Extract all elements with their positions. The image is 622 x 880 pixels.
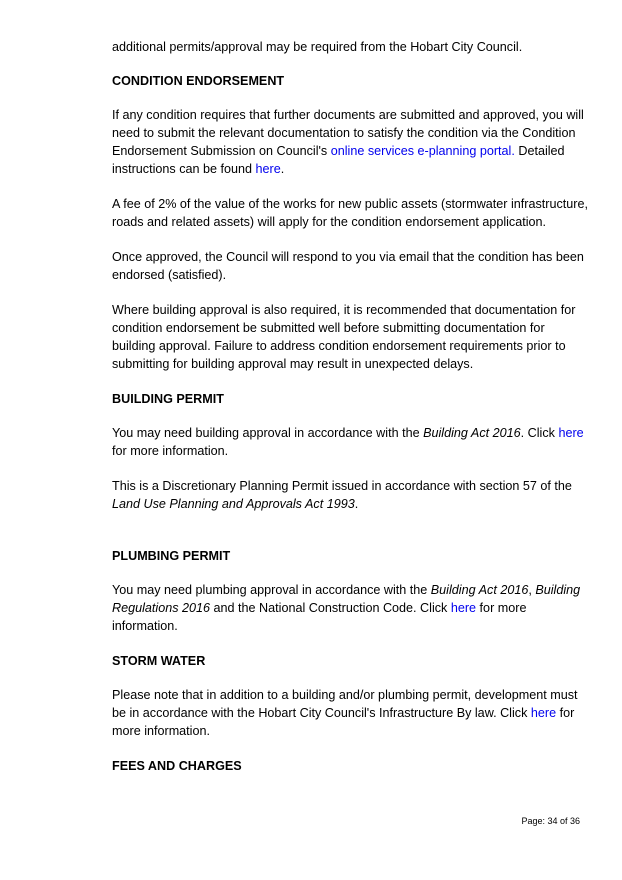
plumbing-p1-text4: for more information.	[112, 601, 527, 633]
page-content	[112, 38, 588, 775]
condition-paragraph-2: A fee of 2% of the value of the works for new public assets (stormwater infrastructure, roads and related assets) will apply for the condition endorsement application.	[112, 197, 588, 229]
plumbing-p1-text1: You may need plumbing approval in accordance with the	[112, 583, 431, 597]
building-act-title: Building Act 2016	[423, 426, 521, 440]
condition-p1-text2: Detailed instructions can be found	[112, 144, 565, 176]
plumbing-here-link[interactable]: here	[450, 601, 477, 615]
building-p1-text3: for more information.	[112, 444, 229, 458]
storm-paragraph-1	[112, 686, 588, 740]
plumbing-permit-heading: PLUMBING PERMIT	[112, 549, 231, 563]
intro-tail-paragraph: additional permits/approval may be required from the Hobart City Council.	[112, 40, 523, 54]
page-number: Page: 34 of 36	[521, 816, 580, 826]
building-p1-text1: You may need building approval in accordance with the	[112, 426, 424, 440]
plumbing-paragraph-1	[112, 581, 588, 635]
storm-p1-text1: Please note that in addition to a building and/or plumbing permit, development must be in accordance with the Hobart City Council's Infrastructure By law. Click	[112, 688, 578, 720]
storm-water-heading: STORM WATER	[112, 654, 206, 668]
condition-p1-text1: If any condition requires that further documents are submitted and approved, you will need to submit the relevant documentation to satisfy the condition via the Condition Endorsement Submission on Council's	[112, 108, 584, 158]
plumbing-p1-text2: ,	[528, 583, 536, 597]
plumbing-building-act-title: Building Act 2016	[430, 583, 529, 597]
planning-act-title: Land Use Planning and Approvals Act 1993	[112, 497, 355, 511]
building-paragraph-2	[112, 477, 588, 513]
building-regulations-title: Building Regulations 2016	[112, 583, 581, 615]
storm-p1-text2: for more information.	[112, 706, 575, 738]
instructions-here-link[interactable]: here	[255, 162, 281, 176]
condition-paragraph-1	[112, 106, 588, 178]
e-planning-portal-link[interactable]: online services e-planning portal.	[330, 144, 515, 158]
plumbing-p1-text3: and the National Construction Code. Click	[210, 601, 451, 615]
building-p2-text1: This is a Discretionary Planning Permit issued in accordance with section 57 of the	[112, 479, 572, 493]
building-p2-text2: .	[354, 497, 359, 511]
building-paragraph-1	[112, 424, 588, 460]
fees-and-charges-heading: FEES AND CHARGES	[112, 759, 242, 773]
building-p1-text2: . Click	[520, 426, 559, 440]
condition-paragraph-3: Once approved, the Council will respond to you via email that the condition has been endorsed (satisfied).	[112, 250, 584, 282]
condition-p1-text3: .	[280, 162, 285, 176]
building-here-link[interactable]: here	[558, 426, 584, 440]
building-permit-heading: BUILDING PERMIT	[112, 392, 224, 406]
condition-paragraph-4: Where building approval is also required, it is recommended that documentation for condition endorsement be submitted well before submitting documentation for building approval. Failure to address condition endorsement requirements prior to submitting for building approval may result in unexpected delays.	[112, 303, 576, 371]
condition-endorsement-heading: CONDITION ENDORSEMENT	[112, 74, 285, 88]
storm-here-link[interactable]: here	[530, 706, 557, 720]
